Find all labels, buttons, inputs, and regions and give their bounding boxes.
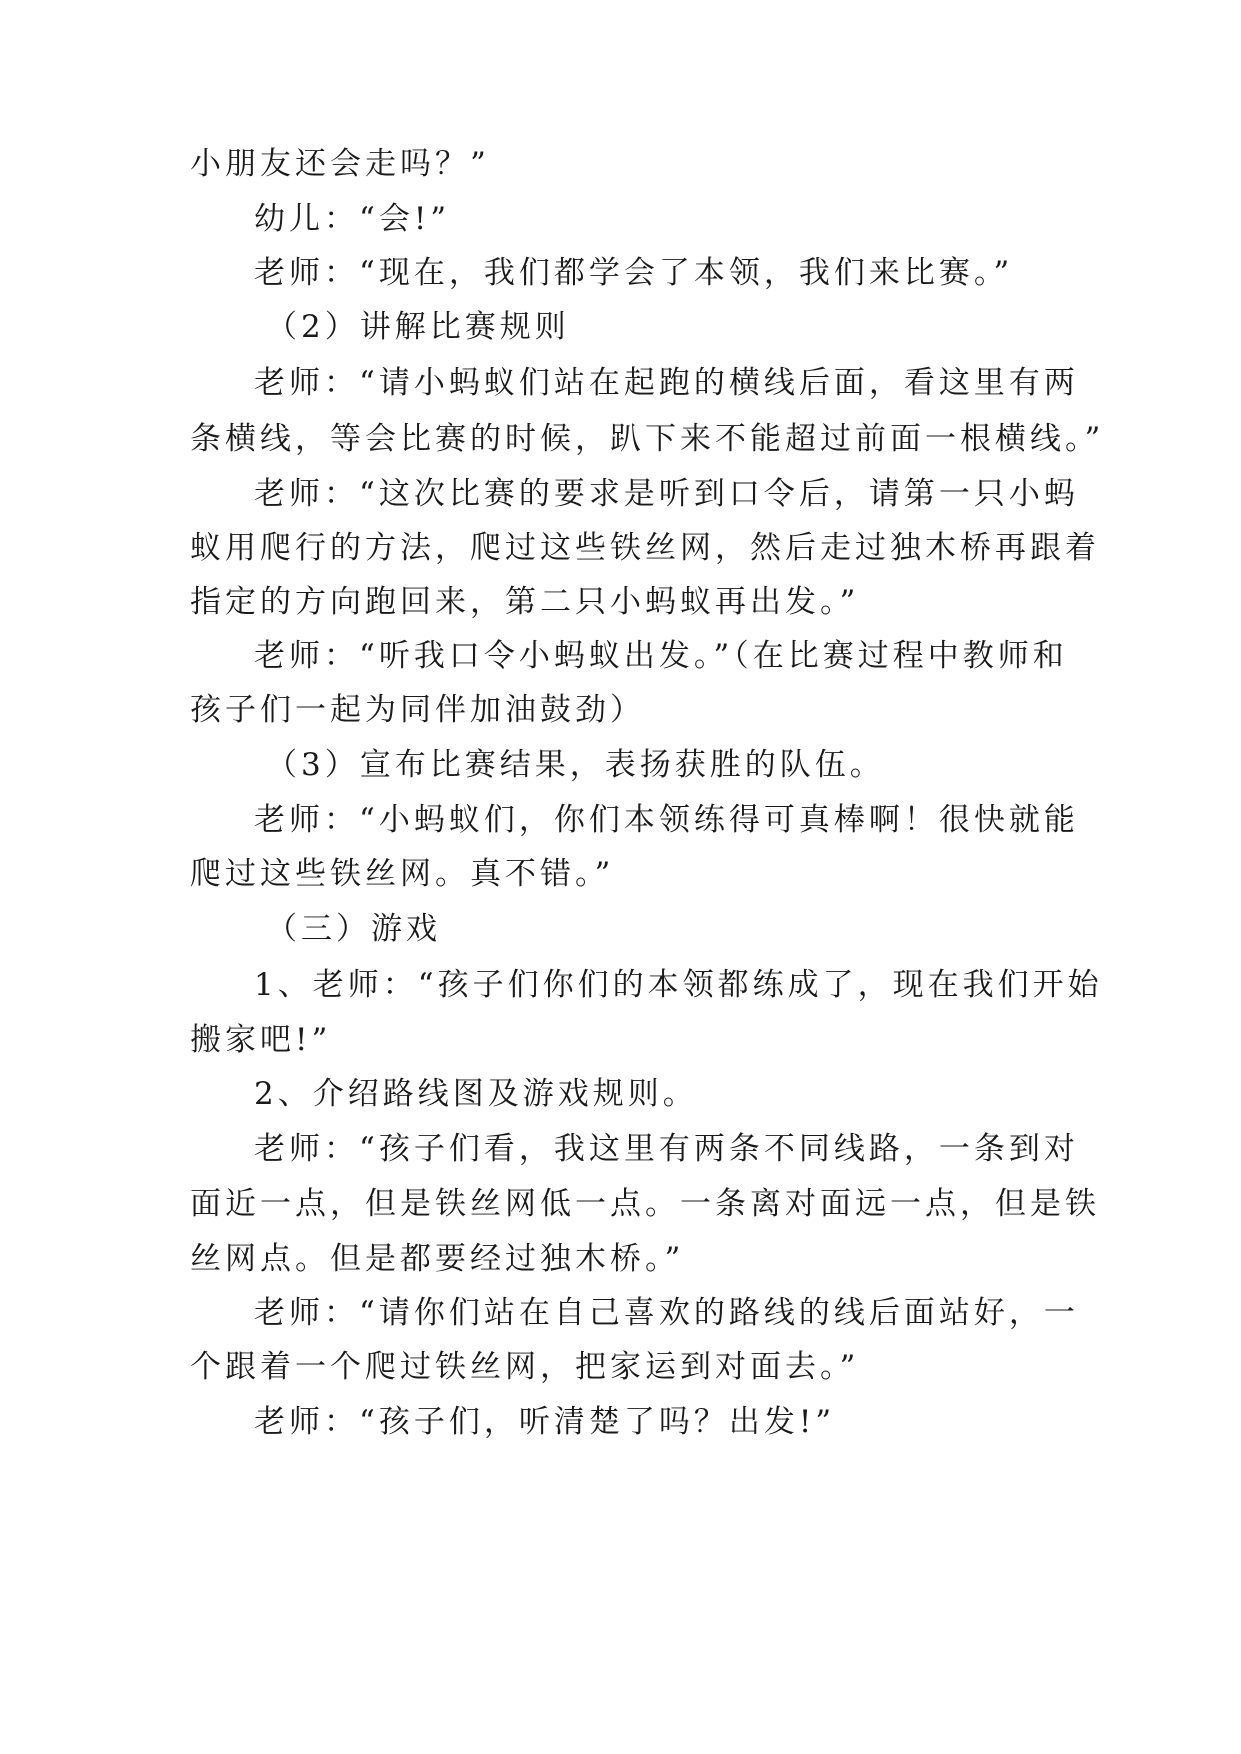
paragraph-line: 孩子们一起为同伴加油鼓劲） bbox=[190, 692, 645, 728]
section-heading: （2）讲解比赛规则 bbox=[266, 309, 570, 345]
paragraph-line: 老师：“小蚂蚁们，你们本领练得可真棒啊！很快就能 bbox=[254, 802, 1079, 838]
paragraph-line: 蚁用爬行的方法，爬过这些铁丝网，然后走过独木桥再跟着 bbox=[190, 530, 1100, 566]
paragraph-line: 幼儿：“会!” bbox=[254, 201, 451, 237]
paragraph-line: 老师：“听我口令小蚂蚁出发。”（在比赛过程中教师和 bbox=[254, 638, 1068, 674]
section-heading: （三）游戏 bbox=[266, 911, 441, 947]
paragraph-line: 老师：“现在，我们都学会了本领，我们来比赛。” bbox=[254, 255, 1014, 291]
section-heading: （3）宣布比赛结果，表扬获胜的队伍。 bbox=[266, 747, 885, 783]
paragraph-line: 指定的方向跑回来，第二只小蚂蚁再出发。” bbox=[190, 584, 860, 620]
paragraph-line: 2、介绍路线图及游戏规则。 bbox=[254, 1076, 698, 1112]
paragraph-line: 老师：“孩子们看，我这里有两条不同线路，一条到对 bbox=[254, 1131, 1079, 1167]
paragraph-line: 丝网点。但是都要经过独木桥。” bbox=[190, 1241, 685, 1277]
paragraph-line: 搬家吧!” bbox=[190, 1022, 332, 1058]
paragraph-line: 老师：“请你们站在自己喜欢的路线的线后面站好，一 bbox=[254, 1295, 1079, 1331]
paragraph-line: 条横线，等会比赛的时候，趴下来不能超过前面一根横线。” bbox=[190, 421, 1105, 457]
paragraph-line: 小朋友还会走吗？” bbox=[190, 146, 490, 182]
paragraph-line: 老师：“这次比赛的要求是听到口令后，请第一只小蚂 bbox=[254, 476, 1079, 512]
paragraph-line: 老师：“孩子们，听清楚了吗？出发!” bbox=[254, 1404, 836, 1440]
paragraph-line: 爬过这些铁丝网。真不错。” bbox=[190, 856, 615, 892]
paragraph-line: 面近一点，但是铁丝网低一点。一条离对面远一点，但是铁 bbox=[190, 1186, 1100, 1222]
paragraph-line: 个跟着一个爬过铁丝网，把家运到对面去。” bbox=[190, 1349, 860, 1385]
paragraph-line: 1、老师：“孩子们你们的本领都练成了，现在我们开始 bbox=[254, 967, 1103, 1003]
paragraph-line: 老师：“请小蚂蚁们站在起跑的横线后面，看这里有两 bbox=[254, 365, 1079, 401]
